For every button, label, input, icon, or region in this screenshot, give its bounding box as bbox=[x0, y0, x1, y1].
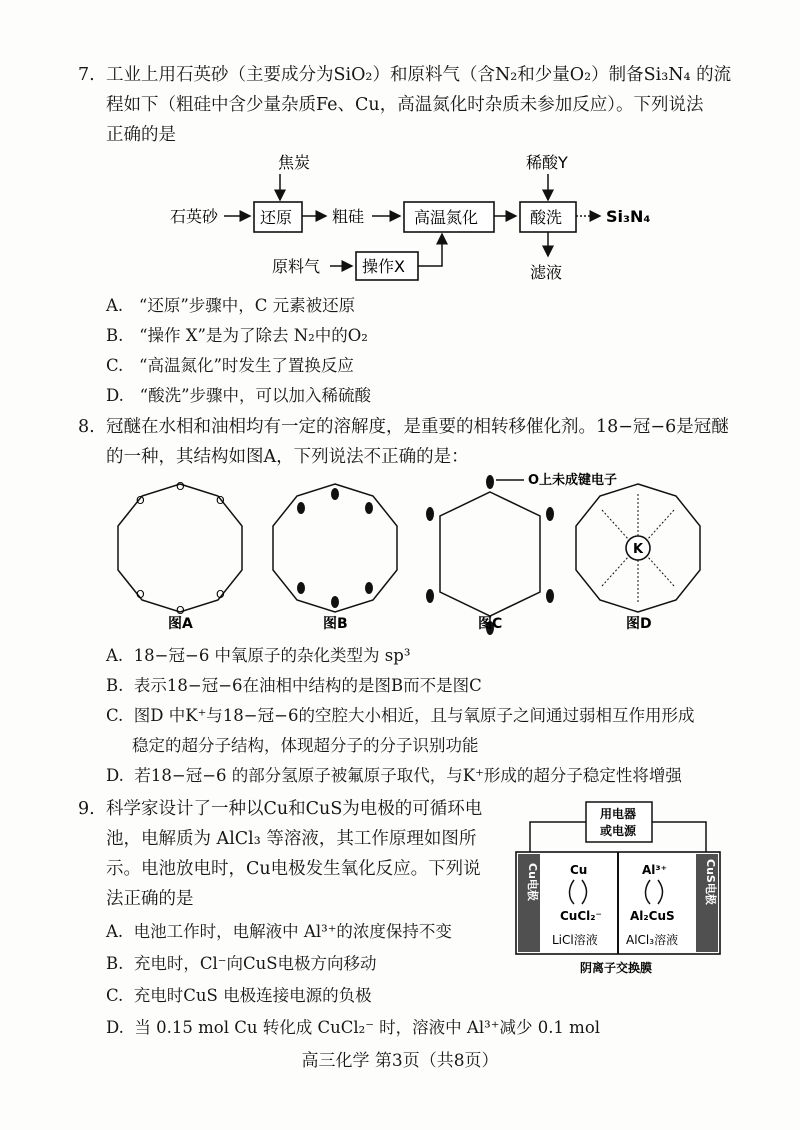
battery-diagram bbox=[512, 800, 724, 980]
fig-d-label: 图D bbox=[626, 616, 652, 632]
left-bottom-species: CuCl₂⁻ bbox=[560, 909, 602, 923]
svg-text:O: O bbox=[216, 588, 225, 601]
crude-si-label: 粗硅 bbox=[332, 207, 365, 226]
q9-stem-line1: 科学家设计了一种以Cu和CuS为电极的可循环电 bbox=[106, 799, 483, 819]
q7-option-d: D. “酸洗”步骤中，可以加入稀硫酸 bbox=[106, 386, 372, 405]
q8-option-c-cont: 稳定的超分子结构，体现超分子的分子识别功能 bbox=[132, 736, 479, 755]
q9-option-d: D. 当 0.15 mol Cu 转化成 CuCl₂⁻ 时，溶液中 Al³⁺减少 0.1 mol bbox=[106, 1018, 601, 1037]
q9-option-a: A. 电池工作时，电解液中 Al³⁺的浓度保持不变 bbox=[106, 922, 452, 941]
membrane-label: 阴离子交换膜 bbox=[580, 961, 653, 975]
q7-stem-line2: 程如下（粗硅中含少量杂质Fe、Cu，高温氮化时杂质未参加反应）。下列说法 bbox=[106, 95, 704, 115]
crown-ether-figures bbox=[110, 468, 720, 638]
acid-y-label: 稀酸Y bbox=[526, 153, 568, 172]
q7-stem-line1: 工业上用石英砂（主要成分为SiO₂）和原料气（含N₂和少量O₂）制备Si₃N₄ 的流 bbox=[106, 65, 732, 85]
svg-text:O: O bbox=[176, 480, 185, 493]
crown-ether-fig-c bbox=[426, 475, 554, 635]
q8-stem-line2: 的一种，其结构如图A，下列说法不正确的是： bbox=[106, 447, 469, 467]
product-label: Si₃N₄ bbox=[606, 207, 651, 226]
raw-gas-label: 原料气 bbox=[272, 257, 321, 276]
q8-option-d: D. 若18−冠−6 的部分氢原子被氟原子取代，与K⁺形成的超分子稳定性将增强 bbox=[106, 766, 682, 785]
crown-ether-fig-b bbox=[273, 484, 397, 612]
q7-option-a: A. “还原”步骤中，C 元素被还原 bbox=[106, 296, 356, 315]
left-top-species: Cu bbox=[570, 863, 588, 877]
svg-text:CuS电极: CuS电极 bbox=[704, 859, 717, 905]
fig-c-label: 图C bbox=[478, 616, 503, 632]
quartz-label: 石英砂 bbox=[170, 207, 219, 226]
right-top-species: Al³⁺ bbox=[642, 863, 667, 877]
nitride-label: 高温氮化 bbox=[414, 208, 479, 227]
fig-b-label: 图B bbox=[323, 616, 348, 632]
figure-note: O上未成键电子 bbox=[528, 473, 618, 488]
q9-option-c: C. 充电时CuS 电极连接电源的负极 bbox=[106, 986, 372, 1005]
right-solution: AlCl₃溶液 bbox=[626, 933, 679, 947]
q9-number: 9. bbox=[78, 799, 95, 819]
q9-stem-line3: 示。电池放电时，Cu电极发生氧化反应。下列说 bbox=[106, 859, 481, 879]
svg-text:O: O bbox=[136, 588, 145, 601]
q8-stem-line1: 冠醚在水相和油相均有一定的溶解度，是重要的相转移催化剂。18−冠−6是冠醚 bbox=[106, 417, 729, 437]
reduce-label: 还原 bbox=[260, 208, 293, 227]
page-footer: 高三化学 第3页（共8页） bbox=[301, 1051, 499, 1071]
crown-ether-fig-a bbox=[118, 480, 242, 617]
operation-x-label: 操作X bbox=[362, 257, 405, 276]
q9-option-b: B. 充电时，Cl⁻向CuS电极方向移动 bbox=[106, 954, 377, 973]
q9-stem-line4: 法正确的是 bbox=[106, 889, 194, 909]
q8-option-b: B. 表示18−冠−6在油相中结构的是图B而不是图C bbox=[106, 676, 482, 695]
q7-number: 7. bbox=[78, 65, 95, 85]
q7-option-b: B. “操作 X”是为了除去 N₂中的O₂ bbox=[106, 326, 368, 345]
right-bottom-species: Al₂CuS bbox=[630, 909, 675, 923]
fig-a-label: 图A bbox=[168, 616, 193, 632]
crown-ether-fig-d bbox=[576, 484, 700, 612]
q7-stem-line3: 正确的是 bbox=[106, 125, 176, 145]
filtrate-label: 滤液 bbox=[530, 263, 563, 282]
k-ion-label: K bbox=[633, 542, 644, 557]
svg-text:Cu电极: Cu电极 bbox=[526, 863, 539, 901]
left-solution: LiCl溶液 bbox=[552, 933, 598, 947]
device-line2: 或电源 bbox=[600, 824, 637, 838]
q8-option-c: C. 图D 中K⁺与18−冠−6的空腔大小相近，且与氧原子之间通过弱相互作用形成 bbox=[106, 706, 695, 725]
q9-stem-line2: 池，电解质为 AlCl₃ 等溶液，其工作原理如图所 bbox=[106, 829, 477, 849]
svg-text:O: O bbox=[176, 604, 185, 617]
svg-text:O: O bbox=[216, 494, 225, 507]
q7-option-c: C. “高温氮化”时发生了置换反应 bbox=[106, 356, 354, 375]
q8-option-a: A. 18−冠−6 中氧原子的杂化类型为 sp³ bbox=[106, 646, 411, 665]
q7-flowchart bbox=[150, 148, 690, 288]
svg-text:O: O bbox=[136, 494, 145, 507]
device-line1: 用电器 bbox=[600, 807, 637, 821]
q8-number: 8. bbox=[78, 417, 95, 437]
coke-label: 焦炭 bbox=[278, 153, 311, 172]
pickle-label: 酸洗 bbox=[530, 208, 563, 227]
